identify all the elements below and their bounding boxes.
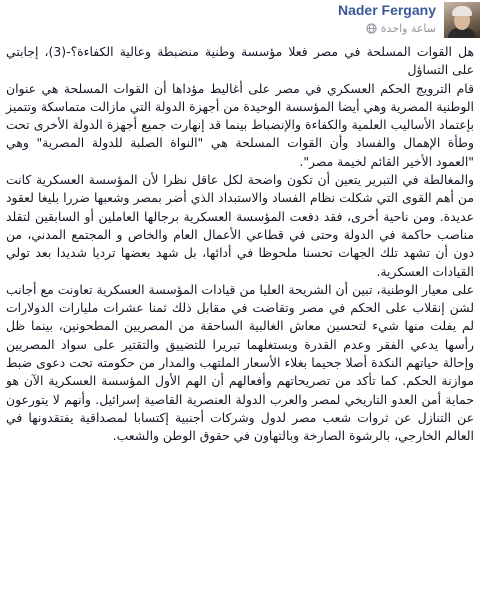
post-paragraph-question: هل القوات المسلحة في مصر فعلا مؤسسة وطنية منضبطة وعالية الكفاءة؟-(3)، إجابتي على التساؤل bbox=[6, 44, 474, 78]
post-body bbox=[6, 43, 474, 446]
post-paragraph-claims: قام الترويج الحكم العسكري في مصر على أغاليط مؤداها أن القوات المسلحة هي عنوان الوطنية المصرية وهي أيضا المؤسسة الوحيدة من أجهزة الدولة التي مازالت متماسكة وتتميز بإعتماد الأساليب العلمية والكفاءة والإنضباط بينما قد إنهارت جميع أجهزة الدولة الأخرى تحت وطأة الإهمال والفساد وأن القوات المسلحة هي "النواة الصلبة للدولة المصرية" وهي "العمود الأخير القائم لخيمة مصر". bbox=[6, 80, 474, 169]
post-header bbox=[0, 0, 482, 40]
post-paragraph-fallacy: والمغالطة في التبرير يتعين أن تكون واضحة لكل عاقل نظرا لأن المؤسسة العسكرية كانت من أهم القوى التي شكلت نظام الفساد والاستبداد الذي أضر بمصر وشعبها ضررا بليغا لعقود عديدة. ومن ناحية أخرى، فقد دفعت المؤسسة العسكرية برجالها العاملين أو السابقين لتقلد مناصب حاكمة في الدولة وحتى في قطاعي الأعمال العام والخاص و المجتمع المدني، من دون أن تشهد تلك الجهات تحسنا ملحوظا في أدائها، بل شهد بعضها ترديا شديدا بعد تولي القيادات العسكرية. bbox=[6, 172, 474, 279]
author-name[interactable]: Nader Fergany bbox=[337, 2, 436, 18]
avatar-hair bbox=[452, 6, 472, 16]
post-paragraph-patriotism: على معيار الوطنية، تبين أن الشريحة العليا من قيادات المؤسسة العسكرية تعاونت مع أجانب لشن إنقلاب على الحكم في مصر وتقاضت في مقابل ذلك ثمنا عشرات مليارات الدولارات لم يفلت منها شيء لتحسين معاش الغالبية الساحقة من المصريين المطحونين، بينما ظل رأسها يدعي الفقر وعدم القدرة ويستغلهما تبريرا للتضييق والتقتير على سواد المصريين وإحالة حياتهم النكدة أصلا جحيما بغلاء الأسعار الملتهب والمدار من حكومته تحت دعوى ضبط موازنة الحكم. كما تأكد من تصريحاتهم وأفعالهم أن الهم الأول المؤسسة العسكرية الآن هو حماية أمن العدو التاريخي لمصر والعرب الدولة العنصرية القاصية إسرائيل. وأنهم لا يتورعون عن التنازل عن ثروات شعب مصر لدول وشركات أجنبية إكتسابا لمصداقية يفتقدونها في العالم الخارجي، بالرشوة الصارخة وبالتهاون في حقوق الوطن والشعب. bbox=[6, 281, 474, 444]
post-meta bbox=[366, 22, 436, 35]
author-avatar[interactable] bbox=[444, 2, 480, 38]
globe-icon[interactable] bbox=[366, 23, 377, 34]
post-timestamp[interactable]: ساعة واحدة bbox=[380, 22, 436, 35]
